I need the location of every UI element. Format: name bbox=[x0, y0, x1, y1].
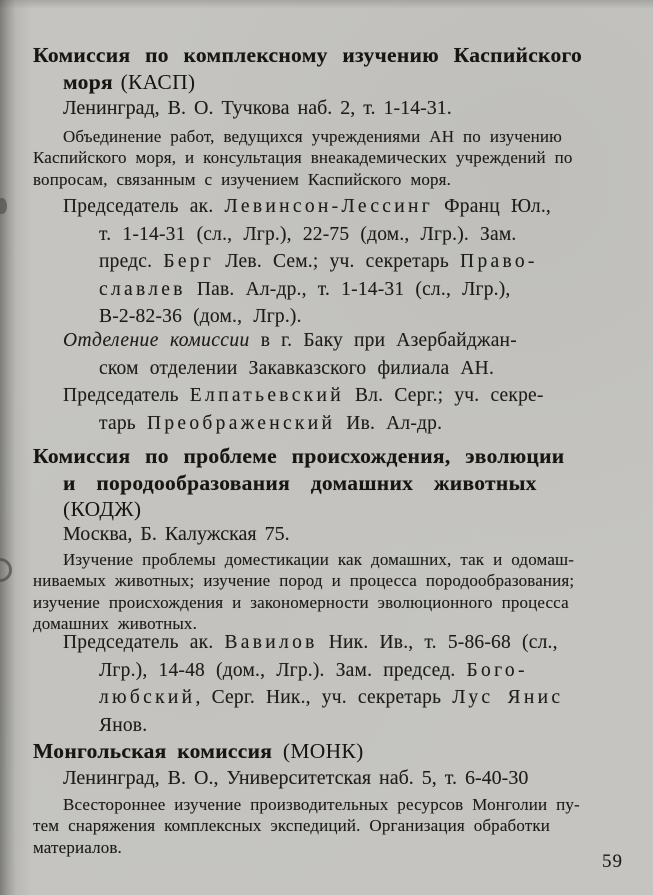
text-run: домашних животных. bbox=[33, 614, 197, 634]
text-line bbox=[99, 712, 633, 740]
text-line bbox=[33, 837, 633, 858]
text-line bbox=[33, 815, 633, 836]
text-run: Изучение проблемы доместикации как домашних, так и одомаш- bbox=[63, 550, 575, 569]
edge-ink-mark bbox=[0, 198, 7, 214]
text-run: ском отделении Закавказского филиала АН. bbox=[99, 357, 495, 379]
page-number: 59 bbox=[602, 851, 623, 872]
heading-line bbox=[33, 738, 633, 765]
text-line bbox=[99, 410, 633, 438]
heading-line bbox=[63, 496, 633, 523]
text-run-person-name: Преображенский bbox=[146, 412, 336, 434]
description-kodzh bbox=[33, 549, 633, 635]
section-heading-kasp bbox=[33, 42, 633, 95]
text-line bbox=[63, 629, 633, 657]
text-run: Председатель bbox=[63, 385, 190, 406]
text-run: Пав. Ал-др., т. 1-14-31 (сл., Лгр.), bbox=[185, 278, 511, 300]
edge-ink-mark bbox=[0, 558, 12, 582]
heading-line bbox=[63, 69, 633, 96]
text-run-person-name: Право- bbox=[460, 251, 538, 272]
text-run: Каспийского моря, и консультация внеакадемических учреждений по bbox=[33, 148, 573, 168]
text-line bbox=[33, 147, 633, 168]
text-line bbox=[33, 126, 633, 147]
text-run: Москва, Б. Калужская 75. bbox=[63, 523, 290, 545]
text-run: т. 1-14-31 (сл., Лгр.), 22-75 (дом., Лгр.). Зам. bbox=[99, 223, 517, 245]
text-run-abbreviation: (КОДЖ) bbox=[63, 497, 142, 521]
heading-line bbox=[63, 470, 633, 497]
text-run: Комиссия по комплексному изучению Каспийского bbox=[33, 43, 583, 67]
text-run: в г. Баку при Азербайджан- bbox=[249, 330, 517, 351]
text-line bbox=[63, 193, 633, 221]
text-run: Ленинград, В. О. Тучкова наб. 2, т. 1-14-31. bbox=[63, 97, 452, 119]
text-line bbox=[33, 549, 633, 570]
text-run-person-name: Бого- bbox=[466, 659, 528, 681]
entry-kodzh-officials bbox=[33, 629, 633, 739]
address-kasp bbox=[33, 95, 633, 121]
text-line bbox=[63, 382, 633, 410]
text-run: Монгольская комиссия bbox=[33, 739, 283, 763]
text-run-person-name: Берг bbox=[163, 251, 215, 272]
text-run: Янов. bbox=[99, 714, 148, 736]
text-line bbox=[33, 570, 633, 591]
text-run: Франц Юл., bbox=[433, 196, 552, 217]
entry-branch-officials bbox=[33, 382, 633, 437]
text-run: Всестороннее изучение производительных ресурсов Монголии пу- bbox=[63, 795, 580, 814]
text-line bbox=[33, 169, 633, 190]
text-run: Председатель ак. bbox=[63, 196, 225, 217]
text-run: Вл. Серг.; уч. секре- bbox=[343, 385, 544, 406]
text-run: вопросам, связанным с изучением Каспийского моря. bbox=[33, 169, 452, 189]
text-line bbox=[99, 276, 633, 304]
text-run: Ив. Ал-др. bbox=[335, 412, 443, 434]
text-line bbox=[99, 657, 633, 685]
text-run: Ник. Ив., т. 5-86-68 (сл., bbox=[317, 632, 558, 653]
text-run: ниваемых животных; изучение пород и процесса породообразования; bbox=[33, 571, 575, 591]
branch-note-baku bbox=[33, 327, 633, 382]
text-run: Объединение работ, ведущихся учреждениями АН по изучению bbox=[63, 127, 562, 146]
text-line bbox=[99, 248, 633, 276]
description-monk bbox=[33, 794, 633, 858]
text-run-person-name: славлев bbox=[99, 278, 186, 300]
text-run: Комиссия по проблеме происхождения, эволюции bbox=[33, 444, 565, 468]
text-run: изучение происхождения и закономерности эволюционного процесса bbox=[33, 592, 569, 612]
text-run: Лев. Сем.; уч. секретарь bbox=[214, 251, 461, 272]
text-line bbox=[99, 684, 633, 712]
address-kodzh bbox=[33, 521, 633, 547]
text-line bbox=[63, 327, 633, 355]
text-line bbox=[33, 592, 633, 613]
text-run: и породообразования домашних животных bbox=[63, 470, 537, 495]
text-run-person-name: Левинсон-Лессинг bbox=[224, 196, 434, 217]
text-line bbox=[33, 794, 633, 815]
section-heading-monk bbox=[33, 738, 633, 765]
text-run: , Серг. Ник., уч. секретарь bbox=[195, 687, 453, 708]
text-run: Председатель ак. bbox=[63, 632, 225, 653]
text-run: предс. bbox=[99, 251, 164, 272]
text-run-abbreviation: (МОНК) bbox=[282, 739, 364, 763]
text-run: материалов. bbox=[33, 837, 122, 857]
text-run-branch-title: Отделение комиссии bbox=[63, 330, 250, 351]
text-line bbox=[99, 221, 633, 249]
section-heading-kodzh bbox=[33, 443, 633, 523]
text-run-person-name: Елпатьевский bbox=[189, 385, 344, 406]
text-run-person-name: Вавилов bbox=[224, 632, 318, 653]
text-run: Ленинград, В. О., Университетская наб. 5, т. 6-40-30 bbox=[63, 767, 529, 789]
text-run-person-name: любский bbox=[99, 687, 196, 708]
text-line bbox=[99, 355, 633, 383]
text-run: Лгр.), 14-48 (дом., Лгр.). Зам. председ. bbox=[99, 659, 467, 681]
text-run: тем снаряжения комплексных экспедиций. Организация обработки bbox=[33, 816, 550, 836]
address-line bbox=[63, 521, 633, 547]
heading-line bbox=[33, 42, 633, 69]
entry-kasp-officials bbox=[33, 193, 633, 331]
text-run-person-name: Лус Янис bbox=[452, 687, 564, 708]
description-kasp bbox=[33, 126, 633, 190]
text-run-abbreviation: (КАСП) bbox=[120, 69, 196, 94]
text-run: тарь bbox=[99, 412, 147, 434]
text-run: В-2-82-36 (дом., Лгр.). bbox=[99, 306, 302, 327]
address-line bbox=[63, 765, 633, 791]
address-line bbox=[63, 95, 633, 121]
text-run: моря bbox=[63, 69, 121, 94]
address-monk bbox=[33, 765, 633, 791]
heading-line bbox=[33, 443, 633, 470]
